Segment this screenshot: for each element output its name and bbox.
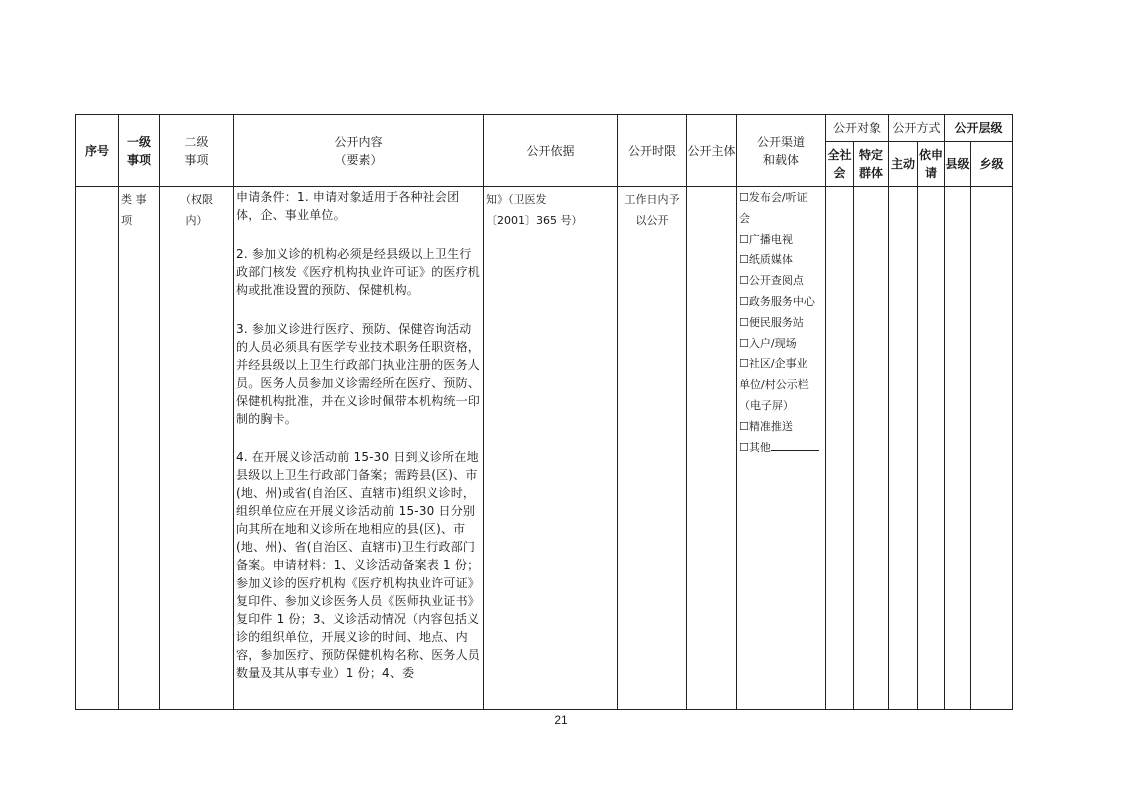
header-method-active: 主动 [889, 142, 918, 187]
channel-bulletin-board[interactable]: ☐社区/企事业 [739, 357, 808, 371]
content-para-2: 2. 参加义诊的机构必须是经县级以上卫生行政部门核发《医疗机构执业许可证》的医疗机构或批准设置的预防、保健机构。 [236, 246, 481, 297]
channel-press-conference[interactable]: ☐发布会/听证 [739, 191, 808, 204]
channel-convenience-station[interactable]: ☐便民服务站 [739, 315, 804, 329]
header-seq: 序号 [76, 115, 119, 187]
row-level2: （权限 内） [160, 187, 234, 710]
header-content: 公开内容 （要素） [234, 115, 484, 187]
content-para-3: 3. 参加义诊进行医疗、预防、保健咨询活动的人员必须具有医学专业技术职务任职资格，并经县级以上卫生行政部门执业注册的医务人员。医务人员参加义诊需经所在医疗、预防、保健机构批准，并在义诊时佩带本机构统一印制的胸卡。 [236, 321, 481, 426]
header-audience: 公开对象 [826, 115, 889, 142]
row-method-apply [918, 187, 945, 710]
row-level-township [971, 187, 1013, 710]
header-basis: 公开依据 [484, 115, 618, 187]
channel-press-conference-cont: 会 [739, 211, 750, 225]
channel-onsite[interactable]: ☐入户/现场 [739, 336, 797, 350]
page-number: 21 [554, 713, 568, 727]
row-time-limit: 工作日内予 以公开 [618, 187, 687, 710]
channel-bulletin-board-cont: 单位/村公示栏 [739, 378, 809, 392]
content-para-4: 4. 在开展义诊活动前 15-30 日到义诊所在地县级以上卫生行政部门备案；需跨县(区)、市(地、州)或省(自治区、直辖市)组织义诊时，组织单位应在开展义诊活动前 15-30 日分别向其所在地和义诊所在地相应的县(区)、市(地、州)、省(自治区、直辖市)卫生行政部门备案。申请材料：1、义诊活动备案表 1 份；参加义诊的医疗机构《医疗机构执业许可证》复印件、参加义诊医务人员《医师执业证书》复印件 1 份；3、义诊活动情况（内容包括义诊的组织单位，开展义诊的时间、地点、内容，参加医疗、预防保健机构名称、医务人员数量及其从事专业）1 份；4、委 [236, 450, 481, 681]
row-content [234, 187, 484, 710]
channel-targeted-push[interactable]: ☐精准推送 [739, 419, 793, 433]
channel-other[interactable]: ☐其他 [739, 438, 823, 459]
header-subject: 公开主体 [687, 115, 737, 187]
row-level1: 类 事 项 [119, 187, 160, 710]
channel-broadcast[interactable]: ☐广播电视 [739, 232, 793, 246]
header-level2: 二级 事项 [160, 115, 234, 187]
disclosure-table [75, 114, 1013, 710]
channel-print-media[interactable]: ☐纸质媒体 [739, 253, 793, 267]
row-channels [737, 187, 826, 710]
row-basis: 知》（卫医发 〔2001〕365 号） [484, 187, 618, 710]
header-method: 公开方式 [889, 115, 945, 142]
header-level1: 一级 事项 [119, 115, 160, 187]
header-channel: 公开渠道 和载体 [737, 115, 826, 187]
channel-government-service-center[interactable]: ☐政务服务中心 [739, 294, 815, 308]
other-blank-line [771, 438, 819, 451]
header-level-county: 县级 [945, 142, 971, 187]
channel-bulletin-board-screen: （电子屏） [739, 398, 794, 412]
header-level-township: 乡级 [971, 142, 1013, 187]
header-time-limit: 公开时限 [618, 115, 687, 187]
header-audience-specific: 特定 群体 [854, 142, 889, 187]
channel-public-reading-point[interactable]: ☐公开查阅点 [739, 274, 804, 288]
row-audience-specific [854, 187, 889, 710]
row-level-county [945, 187, 971, 710]
row-method-active [889, 187, 918, 710]
header-audience-all: 全社 会 [826, 142, 854, 187]
header-method-apply: 依申 请 [918, 142, 945, 187]
row-subject [687, 187, 737, 710]
content-para-1: 申请条件：1. 申请对象适用于各种社会团体，企、事业单位。 [236, 190, 460, 222]
row-audience-all [826, 187, 854, 710]
row-seq [76, 187, 119, 710]
header-level: 公开层级 [945, 115, 1013, 142]
